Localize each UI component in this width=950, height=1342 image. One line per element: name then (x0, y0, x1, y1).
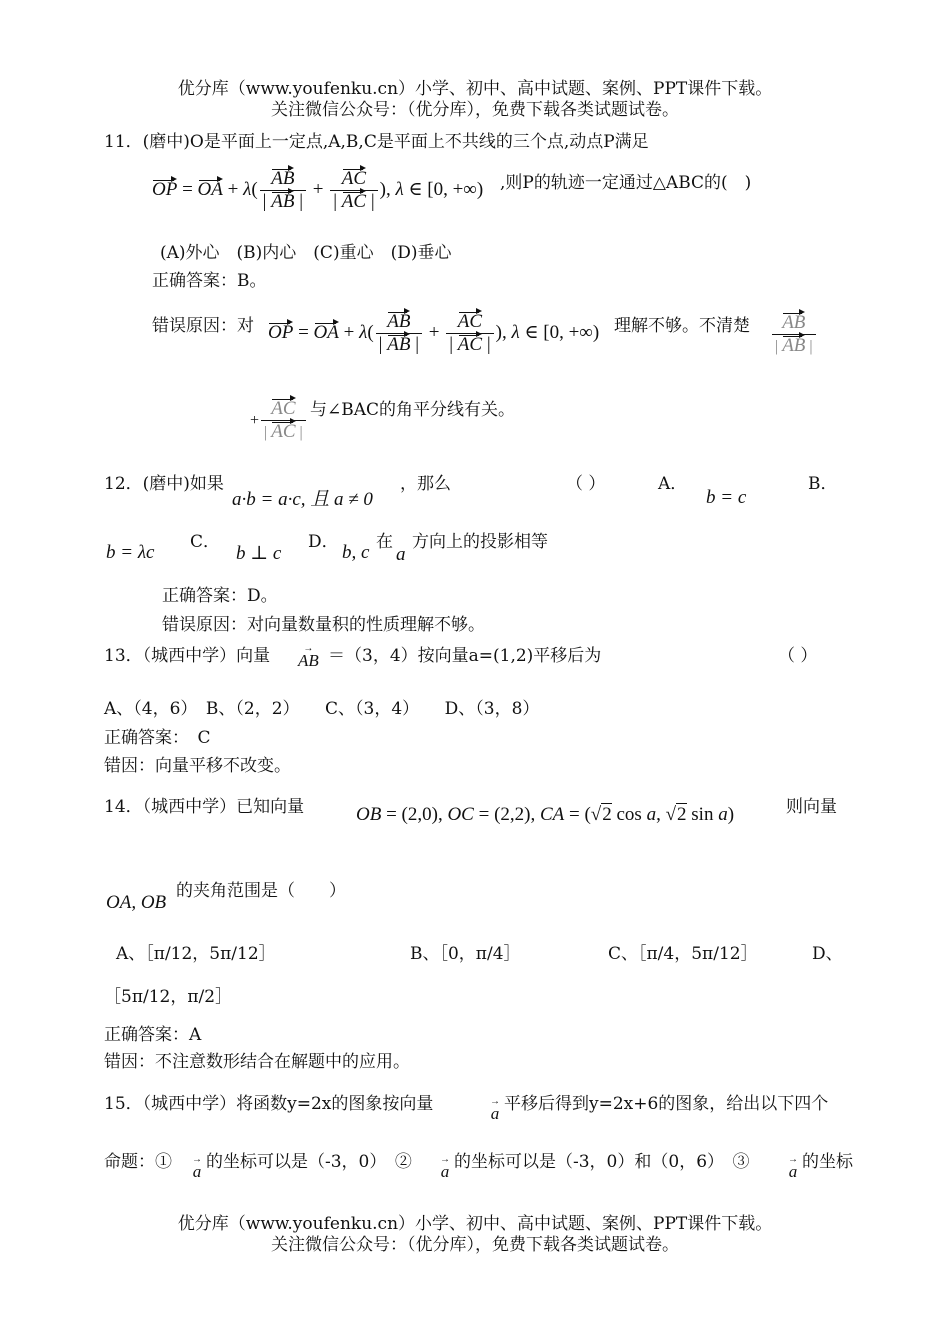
header-line-2: 关注微信公众号：（优分库），免费下载各类试题试卷。 (271, 100, 679, 120)
q12-opt-d-text-2: 方向上的投影相等 (412, 532, 548, 552)
q13-reason: 错因：向量平移不改变。 (104, 756, 291, 776)
q12-opt-c-label: C． (190, 532, 221, 552)
q11-reason-mid: 理解不够。不清楚 (614, 316, 750, 336)
q14-stem-3: 的夹角范围是（ ） (176, 881, 346, 901)
q15-vector-a: → a (490, 1096, 500, 1123)
q12-opt-b-label: B． (808, 474, 838, 494)
q14-opt-d-cont: ［5π/12，π/2］ (104, 987, 233, 1007)
q15-stem-1: 15．（城西中学）将函数y=2x的图象按向量 (104, 1094, 434, 1114)
q14-stem-2: 则向量 (786, 797, 837, 817)
q14-answer: 正确答案：A (104, 1025, 202, 1045)
q12-reason: 错误原因：对向量数量积的性质理解不够。 (162, 615, 485, 635)
q14-math-2: OA, OB (106, 892, 167, 913)
q12-condition: a·b = a·c, 且 a ≠ 0 (232, 489, 373, 510)
q13-options: A、（4，6） B、（2，2） C、（3，4） D、（3，8） (104, 699, 540, 719)
q15-line2-part-1: 命题：① (104, 1152, 172, 1172)
q14-opt-b: B、［0，π/4］ (410, 944, 521, 964)
q11-options: (A)外心 (B)内心 (C)重心 (D)垂心 (160, 243, 452, 263)
q13-stem-1: 13．（城西中学）向量 (104, 646, 271, 666)
q11-reason-end: 与∠BAC的角平分线有关。 (310, 400, 516, 420)
q13-vector-ab: → AB (298, 643, 319, 670)
q14-math: OB = (2,0), OC = (2,2), CA = (√2 cos a, √2 sin a) (356, 804, 735, 825)
q14-reason: 错因：不注意数形结合在解题中的应用。 (104, 1052, 410, 1072)
q12-opt-a-label: A． (658, 474, 688, 494)
q11-formula: OP = OA + λ( $\frac{AB}{| AB |}$ + $\frac{AC}{| AC |}$ ), λ ∈ [0, +∞) (152, 168, 484, 212)
q12-opt-d-math: b, c (342, 542, 370, 563)
q13-paren: （ ） (778, 646, 818, 666)
q14-opt-d: D、 (812, 944, 843, 964)
q12-opt-c-math: b ⊥ c (236, 543, 282, 564)
q14-opt-c: C、［π/4，5π/12］ (608, 944, 758, 964)
q15-line2-part-3: 的坐标可以是（-3，0）和（0，6） ③ (454, 1152, 750, 1172)
q11-frac-ab: $\frac{AB}{| AB |}$ (770, 312, 818, 357)
q15-vector-a-2: → a (440, 1154, 450, 1181)
q11-tail: ,则P的轨迹一定通过△ABC的( ) (500, 173, 752, 193)
q12-answer: 正确答案：D。 (162, 586, 278, 606)
q13-answer: 正确答案： C (104, 728, 211, 748)
q15-vector-a-3: → a (788, 1154, 798, 1181)
q12-opt-d-text-1: 在 (376, 532, 393, 552)
q11-answer: 正确答案：B。 (152, 271, 267, 291)
q14-stem-1: 14．（城西中学）已知向量 (104, 797, 305, 817)
q15-line2-part-4: 的坐标 (802, 1152, 853, 1172)
q12-stem: 12．(磨中)如果 (104, 474, 224, 494)
q11-frac-ac: + $\frac{AC}{| AC |}$ (250, 398, 308, 443)
footer-line-1: 优分库（www.youfenku.cn）小学、初中、高中试题、案例、PPT课件下载。 (177, 1214, 773, 1234)
footer-line-2: 关注微信公众号：（优分库），免费下载各类试题试卷。 (271, 1235, 679, 1255)
q12-opt-b-math: b = λc (106, 542, 155, 563)
q15-vector-a-1: → a (192, 1154, 202, 1181)
q11-stem: 11．(磨中)O是平面上一定点,A,B,C是平面上不共线的三个点,动点P满足 (104, 132, 649, 152)
q12-paren: （ ） (566, 474, 606, 494)
q11-reason-prefix: 错误原因：对 (152, 316, 254, 336)
q12-opt-d-label: D． (308, 532, 339, 552)
q14-opt-a: A、［π/12，5π/12］ (116, 944, 276, 964)
q15-stem-2: 平移后得到y=2x+6的图象，给出以下四个 (504, 1094, 829, 1114)
q12-opt-a-math: b = c (706, 487, 747, 508)
header-line-1: 优分库（www.youfenku.cn）小学、初中、高中试题、案例、PPT课件下载。 (177, 79, 773, 99)
q15-line2-part-2: 的坐标可以是（-3，0） ② (206, 1152, 412, 1172)
q13-stem-2: ＝（3，4）按向量a=(1,2)平移后为 (328, 646, 602, 666)
q12-opt-d-a: a (396, 544, 406, 565)
q12-then: ，那么 (400, 474, 451, 494)
q11-reason-formula: OP = OA + λ( $\frac{AB}{| AB |}$ + $\frac{AC}{| AC |}$ ), λ ∈ [0, +∞) (268, 311, 600, 355)
